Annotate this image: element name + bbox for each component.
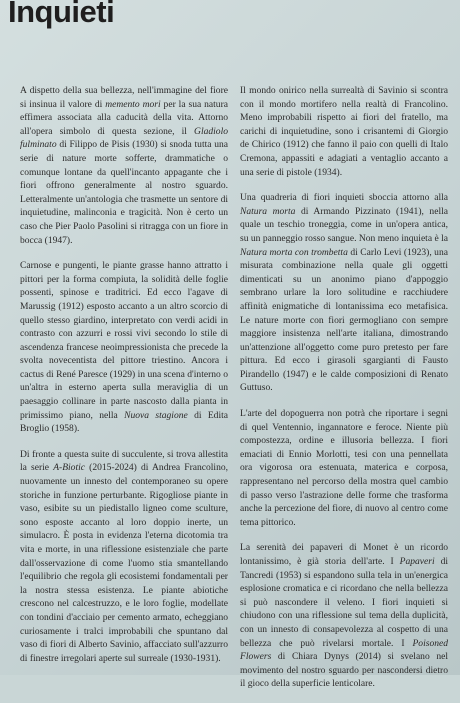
- paragraph: [20, 259, 228, 436]
- artwork-title: Gladiolo fulminato: [20, 125, 228, 151]
- paragraph: [240, 407, 448, 529]
- text-run: La serenità dei papaveri di Monet è un ricordo lontanissimo, è già storia dell'arte. I: [240, 542, 448, 567]
- artwork-title: memento mori: [105, 98, 161, 110]
- right-column: [240, 84, 448, 703]
- artwork-title: Nuova stagione: [124, 409, 188, 421]
- artwork-title: A-Biotic: [53, 462, 85, 474]
- text-run: di Tancredi (1953) si espandono sulla tela in un'energica esplosione cromatica e ci ricordano che nella bellezza si può nascondere il veleno. I fiori inquieti si chiudono con una riflessione sul tema della duplicità, con un innesto di consapevolezza al cospetto di una bellezza che può rivelarsi mortale. I: [240, 556, 448, 649]
- text-run: per la sua natura effimera associata alla caducità della vita. Attorno all'opera simbolo di questa sezione, il: [20, 98, 228, 137]
- artwork-title: Papaveri: [399, 556, 435, 567]
- artwork-title: Natura morta: [240, 205, 296, 217]
- artwork-title: Poisoned Flowers: [240, 637, 448, 663]
- paragraph: [240, 191, 448, 395]
- text-run: Il mondo onirico nella surrealtà di Savinio si scontra con il mondo mortifero nella realtà di Francolino. Meno improbabili rispetto ai fiori del fratello, ma carichi di inquietudine, sono i crisantemi di Giorgio de Chirico (1912) che fanno il paio con quelli di Italo Cremona, appassiti e adagiati a ventaglio accanto a una serie di pistole (1934).: [240, 85, 448, 178]
- text-run: di Filippo de Pisis (1930) si snoda tutta una serie di nature morte sofferte, drammatiche o comunque lontane da quell'incanto appagante che i fiori offrono generalmente al nostro sguardo. Letteralmente un'antologia che trasmette un sentore di inquietudine, malinconia e tragicità. Non è certo un caso che Pier Paolo Pasolini si ritragga con un fiore in bocca (1947).: [20, 139, 228, 246]
- paragraph: [240, 541, 448, 691]
- text-run: L'arte del dopoguerra non potrà che riportare i segni di quel Ventennio, ingannatore e feroce. Niente più compostezza, ordine e illusoria bellezza. I fiori emaciati di Ennio Morlotti, tesi con una pennellata ora vigorosa ora estenuata, materica e corposa, rappresentano nel percorso della mostra quel cambio di passo verso l'astrazione delle forme che trasforma anche la percezione del fiore, di nuovo al centro come tema pittorico.: [240, 408, 448, 528]
- text-run: Carnose e pungenti, le piante grasse hanno attratto i pittori per la forma compiuta, la solidità delle foglie possenti, spinose e traditrici. Ed ecco l'agave di Marussig (1912) esposto accanto a un altro scorcio di quello stesso giardino, interpretato con verdi acidi in contrasto con azzurri e rossi vivi secondo lo stile di ascendenza francese neoimpressionista che precede la svolta novecentista del pittore triestino. Ancora i cactus di René Paresce (1929) in una scena d'interno o un'altra in esterno aperta sulla meraviglia di un paesaggio collinare in parte nascosto dalla pianta in primissimo piano, nella: [20, 260, 228, 421]
- text-run: Di fronte a questa suite di succulente, si trova allestita la serie: [20, 448, 228, 474]
- text-run: di Chiara Dynys (2014) si svelano nel movimento del nostro sguardo per nascondersi dietro il gioco della superficie lenticolare.: [240, 651, 448, 690]
- text-run: A dispetto della sua bellezza, nell'immagine del fiore si insinua il valore di: [20, 85, 228, 110]
- text-run: di Edita Broglio (1958).: [20, 409, 228, 435]
- artwork-title: Natura morta con trombetta: [240, 246, 348, 258]
- text-run: (2015-2024) di Andrea Francolino, nuovamente un innesto del contemporaneo su opere storiche in funzione perturbante. Rigogliose piante in vaso, esibite su un piedistallo ligneo come sculture, sono esposte accanto al loro doppio inerte, un simulacro. È posta in evidenza l'eterna dicotomia tra vita e morte, in una riflessione esistenziale che parte dall'osservazione di come l'uomo stia smantellando l'equilibrio che regola gli ecosistemi fondamentali per la nostra stessa esistenza. Le piante abiotiche crescono nel calcestruzzo, e le loro foglie, modellate con tondini d'acciaio per cemento armato, echeggiano curiosamente i tralci improbabili che spuntano dal vaso di fiori di Alberto Savinio, affacciato sull'azzurro di finestre irregolari aperte sul surreale (1930-1931).: [20, 462, 229, 664]
- paragraph: [20, 448, 228, 666]
- text-run: di Armando Pizzinato (1941), nella quale un teschio troneggia, come in un'opera antica, su un panneggio rosso sangue. Non meno inquieta è la: [240, 205, 448, 244]
- paragraph: [20, 84, 228, 247]
- left-column: [20, 84, 228, 677]
- paragraph: [240, 84, 448, 179]
- text-run: Una quadreria di fiori inquieti sboccia attorno alla: [240, 192, 448, 204]
- page-title: Inquieti: [8, 0, 115, 29]
- text-run: di Carlo Levi (1923), una misurata combinazione nella quale gli oggetti dimenticati su un anonimo piano d'appoggio sembrano urlare la loro solitudine e racchiudere affinità enigmatiche di lontanissima eco metafisica. Le nature morte con fiori germogliano con sempre maggiore insistenza nell'arte italiana, dimostrando un'attenzione all'oggetto come puro pretesto per fare pittura. Ed ecco i girasoli sgargianti di Fausto Pirandello (1947) e le calde composizioni di Renato Guttuso.: [240, 246, 448, 394]
